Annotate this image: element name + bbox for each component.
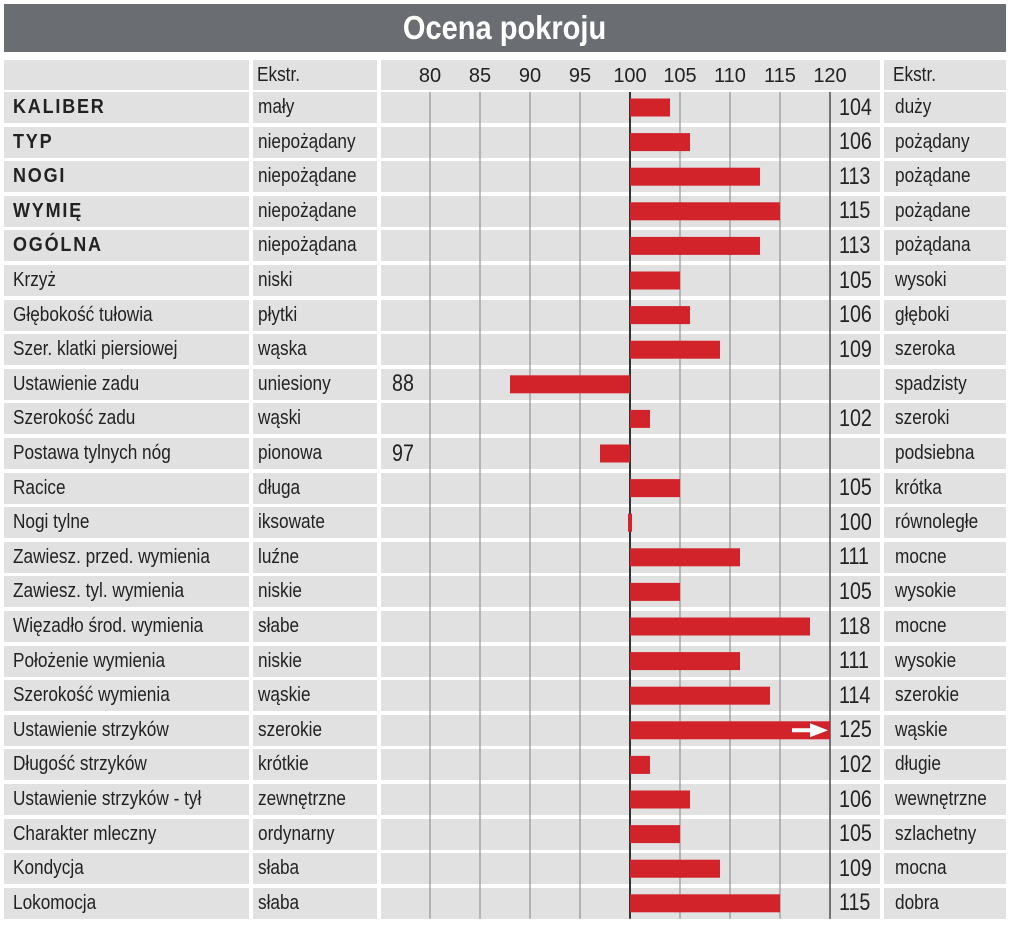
chart-title: Ocena pokroju <box>403 9 607 46</box>
row-bg <box>381 784 880 815</box>
value-label: 102 <box>839 404 872 432</box>
row-bg <box>381 819 880 850</box>
row-bg <box>381 127 880 158</box>
trait-label: Szerokość zadu <box>13 407 136 430</box>
trait-label: Szerokość wymienia <box>13 684 170 707</box>
right-extreme: krótka <box>895 476 942 499</box>
x-tick-label: 80 <box>418 65 442 87</box>
row-bg <box>381 542 880 573</box>
value-label: 105 <box>839 820 872 848</box>
header-row <box>4 60 1006 90</box>
table-row <box>4 749 1006 780</box>
trait-label: Głębokość tułowia <box>13 303 153 326</box>
trait-label: Nogi tylne <box>13 511 90 534</box>
left-extreme: niepożądane <box>258 199 357 222</box>
right-extreme: pożądana <box>895 234 971 257</box>
right-extreme: wysoki <box>895 269 947 291</box>
right-extreme: szeroki <box>895 407 950 430</box>
chart-title-bar <box>4 4 1006 52</box>
value-label: 111 <box>839 647 869 675</box>
left-extreme: krótkie <box>258 753 309 776</box>
row-bg <box>381 888 880 919</box>
row-bg <box>381 230 880 261</box>
value-label: 105 <box>839 577 872 605</box>
row-bg <box>381 265 880 296</box>
value-label: 109 <box>839 335 872 363</box>
table-row <box>4 92 1006 123</box>
table-row <box>4 576 1006 607</box>
right-extreme: pożądany <box>895 130 970 153</box>
right-extreme: wewnętrzne <box>895 788 987 810</box>
right-extreme: długie <box>895 753 941 776</box>
row-bg <box>381 369 880 400</box>
row-bg <box>381 438 880 469</box>
table-row <box>4 265 1006 296</box>
right-extreme: pożądane <box>895 165 971 188</box>
trait-label: Racice <box>13 476 66 499</box>
right-extreme: podsiebna <box>895 442 975 464</box>
left-extreme: słabe <box>258 615 300 637</box>
trait-label: Ustawienie strzyków <box>13 718 169 741</box>
left-extreme: długa <box>258 476 301 499</box>
left-extreme: iksowate <box>258 511 325 534</box>
right-extreme: duży <box>895 96 932 118</box>
value-label: 102 <box>839 750 872 778</box>
value-label: 106 <box>839 128 872 156</box>
value-label: 100 <box>839 508 872 536</box>
table-row <box>4 853 1006 884</box>
row-bg <box>381 196 880 227</box>
table-row <box>4 334 1006 365</box>
right-extreme: wysokie <box>895 580 957 603</box>
row-bg <box>381 715 880 746</box>
header-bg-chart <box>381 60 880 90</box>
left-extreme: pionowa <box>258 442 323 464</box>
left-extreme: zewnętrzne <box>258 788 346 810</box>
value-label: 111 <box>839 543 869 571</box>
table-row <box>4 300 1006 331</box>
row-bg <box>381 403 880 434</box>
left-extreme: niskie <box>258 580 302 603</box>
left-extreme: niski <box>258 269 293 291</box>
trait-label: Ustawienie strzyków - tył <box>13 788 202 810</box>
right-extreme: szlachetny <box>895 822 977 845</box>
value-label: 106 <box>839 785 872 813</box>
row-bg <box>381 576 880 607</box>
row-bg <box>381 334 880 365</box>
table-row <box>4 542 1006 573</box>
left-extreme: niepożądany <box>258 130 356 153</box>
left-extreme: wąski <box>258 407 302 430</box>
trait-label: WYMIĘ <box>13 199 84 222</box>
table-row <box>4 507 1006 538</box>
row-bg <box>381 473 880 504</box>
table-row <box>4 438 1006 469</box>
table-row <box>4 680 1006 711</box>
table-row <box>4 161 1006 192</box>
left-extreme: wąskie <box>258 684 311 707</box>
row-bg <box>381 646 880 677</box>
right-extreme: szerokie <box>895 684 960 707</box>
right-extreme: mocne <box>895 615 947 637</box>
value-label: 109 <box>839 854 872 882</box>
row-bg <box>381 853 880 884</box>
value-label: 97 <box>392 439 414 467</box>
value-label: 113 <box>839 231 871 259</box>
x-tick-label: 115 <box>764 65 796 87</box>
table-row <box>4 715 1006 746</box>
table-row <box>4 611 1006 642</box>
trait-label: Zawiesz. tyl. wymienia <box>13 580 185 603</box>
table-row <box>4 784 1006 815</box>
value-label: 114 <box>839 681 871 709</box>
header-bg-label <box>4 60 249 90</box>
table-row <box>4 369 1006 400</box>
right-extreme: mocna <box>895 857 947 880</box>
value-label: 88 <box>392 370 414 398</box>
left-extreme: słaba <box>258 857 300 880</box>
left-extreme: niskie <box>258 649 302 672</box>
right-extreme: mocne <box>895 545 947 568</box>
trait-label: TYP <box>13 130 54 153</box>
row-bg <box>381 680 880 711</box>
x-tick-label: 95 <box>568 65 592 87</box>
right-extreme: szeroka <box>895 338 956 361</box>
row-bg <box>381 300 880 331</box>
left-extreme: mały <box>258 96 295 118</box>
right-extreme: pożądane <box>895 199 971 222</box>
right-extreme-header: Ekstr. <box>893 63 937 86</box>
trait-label: Długość strzyków <box>13 753 147 776</box>
trait-label: Ustawienie zadu <box>13 372 140 395</box>
trait-label: Charakter mleczny <box>13 822 157 845</box>
x-tick-label: 120 <box>813 65 847 87</box>
value-label: 115 <box>839 197 871 225</box>
row-bg <box>381 749 880 780</box>
value-label: 125 <box>839 716 872 744</box>
trait-label: Krzyż <box>13 269 56 291</box>
trait-label: Położenie wymienia <box>13 649 166 672</box>
table-row <box>4 646 1006 677</box>
value-label: 105 <box>839 474 872 502</box>
left-extreme: wąska <box>258 338 307 361</box>
table-row <box>4 403 1006 434</box>
table-row <box>4 127 1006 158</box>
table-row <box>4 819 1006 850</box>
x-tick-label: 100 <box>613 65 647 87</box>
left-extreme: szerokie <box>258 718 323 741</box>
trait-label: Zawiesz. przed. wymienia <box>13 545 210 568</box>
value-label: 106 <box>839 301 872 329</box>
left-extreme-header: Ekstr. <box>257 63 301 86</box>
right-extreme: głęboki <box>895 303 950 326</box>
x-tick-label: 90 <box>518 65 542 87</box>
trait-label: Więzadło środ. wymienia <box>13 615 204 637</box>
right-extreme: wysokie <box>895 649 957 672</box>
table-row <box>4 196 1006 227</box>
value-label: 115 <box>839 889 871 917</box>
row-bg <box>381 161 880 192</box>
right-extreme: wąskie <box>895 718 948 741</box>
table-row <box>4 473 1006 504</box>
trait-label: Kondycja <box>13 857 84 880</box>
left-extreme: ordynarny <box>258 822 335 845</box>
trait-label: NOGI <box>13 165 67 188</box>
row-bg <box>381 611 880 642</box>
trait-label: Postawa tylnych nóg <box>13 442 171 464</box>
value-label: 104 <box>839 93 872 121</box>
left-extreme: uniesiony <box>258 372 331 395</box>
left-extreme: płytki <box>258 303 298 326</box>
left-extreme: luźne <box>258 545 300 568</box>
table-row <box>4 230 1006 261</box>
trait-label: KALIBER <box>13 96 106 118</box>
trait-label: OGÓLNA <box>13 234 103 257</box>
value-label: 118 <box>839 612 871 640</box>
row-bg <box>381 92 880 123</box>
x-tick-label: 110 <box>714 65 746 87</box>
left-extreme: niepożądana <box>258 234 357 257</box>
right-extreme: spadzisty <box>895 372 967 395</box>
row-bg <box>381 507 880 538</box>
trait-label: Szer. klatki piersiowej <box>13 338 178 361</box>
x-tick-label: 105 <box>663 65 697 87</box>
table-row <box>4 888 1006 919</box>
right-extreme: równoległe <box>895 511 979 534</box>
left-extreme: niepożądane <box>258 165 357 188</box>
left-extreme: słaba <box>258 891 300 914</box>
value-label: 113 <box>839 162 871 190</box>
trait-label: Lokomocja <box>13 891 97 914</box>
x-tick-label: 85 <box>468 65 492 87</box>
value-label: 105 <box>839 266 872 294</box>
right-extreme: dobra <box>895 891 939 914</box>
